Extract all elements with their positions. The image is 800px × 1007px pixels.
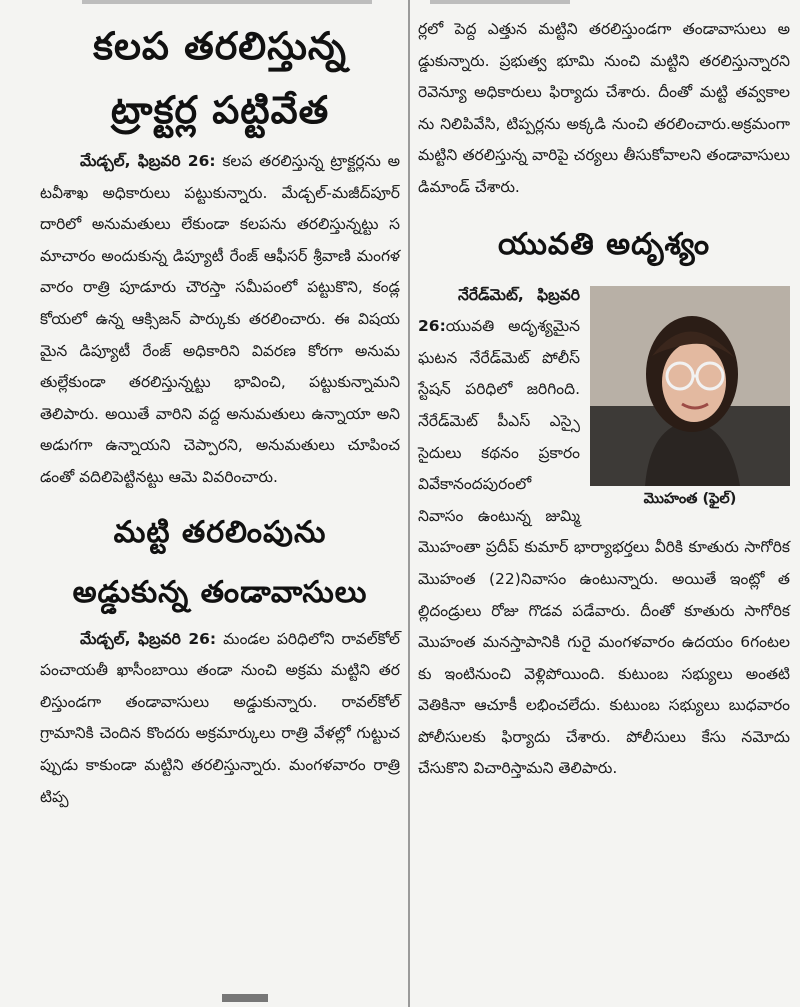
woman-portrait-photo (590, 286, 790, 486)
headline-soil-line1: మట్టి తరలింపును (113, 514, 327, 550)
headline-timber-line1: కలప తరలిస్తున్న (93, 24, 347, 68)
dateline-missing: నేరేడ్‌మెట్, ఫిబ్రవరి 26: (418, 285, 580, 336)
portrait-illustration (590, 286, 790, 486)
article-soil-text-left: మండల పరిధిలోని రావల్‌కోల్ పంచాయతీ ఖాసీంబాయి తండా నుంచి అక్రమ మట్టిని తరలిస్తుండగా తండావాసులు అడ్డుకున్నారు. రావల్‌కోల్ గ్రామానికి చెందిన కొందరు అక్రమార్కులు రాత్రి వేళల్లో గుట్టుచప్పుడు కాకుండా మట్టిని తరలిస్తున్నారు. మంగళవారం రాత్రి టిప్ప (40, 629, 401, 806)
article-timber-body (40, 146, 400, 494)
photo-block (590, 286, 790, 514)
right-column (418, 14, 790, 785)
headline-timber-line2: ట్రాక్టర్ల పట్టివేత (110, 88, 330, 132)
article-timber-text: కలప తరలిస్తున్న ట్రాక్టర్లను అటవీశాఖ అధికారులు పట్టుకున్నారు. మేడ్చల్-మజీద్‌పూర్ దారిలో అనుమతులు లేకుండా కలపను తరలిస్తున్నట్టు సమాచారం అందుకున్న డిప్యూటీ రేంజ్ ఆఫీసర్ శ్రీవాణి మంగళవారం రాత్రి పూడూరు చౌరస్తా సమీపంలో పట్టుకొని, కండ్లకోయలో ఉన్న ఆక్సిజన్ పార్కుకు తరలించారు. ఈ విషయమైన డిప్యూటీ రేంజ్ అధికారిని వివరణ కోరగా అనుమతుల్లేకుండా తరలిస్తున్నట్టు భావించి, పట్టుకున్నామని తెలిపారు. అయితే వారిని వద్ద అనుమతులు ఉన్నాయా అని అడుగగా ఉన్నాయని చెప్పారని, అనుమతులు చూపించడంతో వదిలిపెట్టినట్టు ఆమె వివరించారు. (40, 152, 400, 486)
dateline-timber: మేడ్చల్, ఫిబ్రవరి 26: (80, 152, 216, 170)
dateline-soil: మేడ్చల్, ఫిబ్రవరి 26: (80, 629, 217, 648)
photo-caption: మొహంత (ఫైల్) (643, 490, 737, 507)
article-soil-body (40, 624, 400, 814)
headline-missing-woman: యువతి అదృశ్యం (497, 226, 711, 262)
bottom-mark (222, 994, 268, 1002)
article-timber (40, 14, 400, 494)
top-rule-left (82, 0, 372, 4)
left-column (40, 14, 400, 813)
top-rule-right (430, 0, 570, 4)
column-divider (408, 0, 410, 1007)
article-missing-text: యువతి అదృశ్యమైన ఘటన నేరేడ్‌మెట్ పోలీస్ స్టేషన్ పరిధిలో జరిగింది. నేరేడ్‌మెట్ పీఎస్ ఎస్సై సైదులు కథనం ప్రకారం వివేకానందపురంలో నివాసం ఉంటున్న జుమ్మి మొహంతా ప్రదీప్ కుమార్ భార్యాభర్తలు వీరికి కూతురు సాగోరిక మొహంత (22)నివాసం ఉంటున్నారు. అయితే ఇంట్లో తల్లిదండ్రులు రోజు గొడవ పడేవారు. దీంతో కూతురు సాగోరిక మొహంత మనస్తాపానికి గురై మంగళవారం ఉదయం 6గంటలకు ఇంటినుంచి వెళ్లిపోయింది. కుటుంబ సభ్యులు అంతటి వెతికినా ఆచూకీ లభించలేదు. కుటుంబ సభ్యులు బుధవారం పోలీసులకు ఫిర్యాదు చేశారు. పోలీసులు కేసు నమోదు చేసుకొని విచారిస్తామని తెలిపారు. (418, 317, 790, 778)
article-soil-continued: ర్లలో పెద్ద ఎత్తున మట్టిని తరలిస్తుండగా తండావాసులు అడ్డుకున్నారు. ప్రభుత్వ భూమి నుంచి మట్టిని తరలిస్తున్నారని రెవెన్యూ అధికారులు ఫిర్యాదు చేశారు. దీంతో మట్టి తవ్వకాలను నిలిపివేసి, టిప్పర్లను అక్కడి నుంచి తరలించారు.అక్రమంగా మట్టిని తరలిస్తున్న వారిపై చర్యలు తీసుకోవాలని తండావాసులు డిమాండ్ చేశారు. (418, 20, 790, 196)
article-soil (40, 506, 400, 814)
headline-soil-line2: అడ్డుకున్న తండావాసులు (72, 574, 368, 610)
